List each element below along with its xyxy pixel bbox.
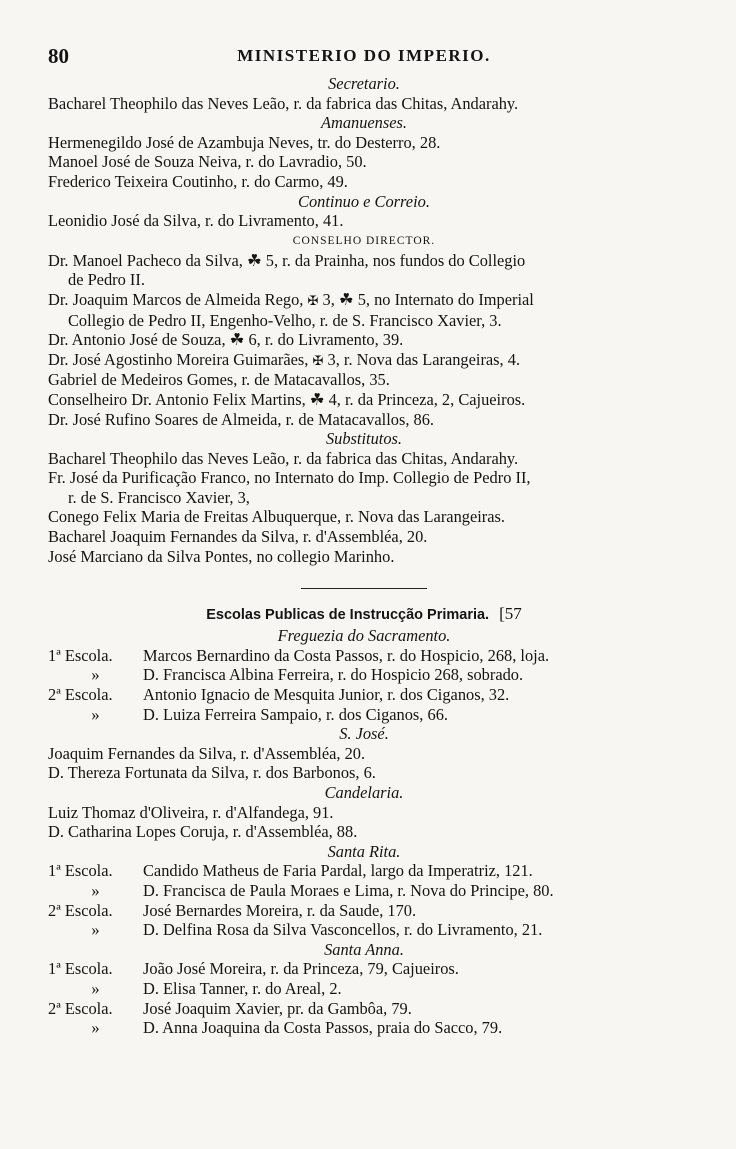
page-header: MINISTERIO DO IMPERIO.	[237, 46, 491, 65]
entry-text: Dr. Joaquim Marcos de Almeida Rego,	[48, 289, 304, 309]
entry-text: Candido Matheus de Faria Pardal, largo da Imperatriz, 121.	[143, 861, 533, 881]
entry-conselho	[48, 390, 680, 410]
entry-substituto: Bacharel Joaquim Fernandes da Silva, r. d'Assembléa, 20.	[48, 527, 428, 547]
entry-conselho	[48, 350, 680, 371]
entry-conselho: Dr. José Rufino Soares de Almeida, r. de Matacavallos, 86.	[48, 409, 435, 429]
entry-text: D. Anna Joaquina da Costa Passos, praia do Sacco, 79.	[143, 1018, 503, 1038]
school-entry	[48, 881, 680, 901]
escola-label: 2ª Escola.	[48, 998, 113, 1018]
entry-text: 3, r. Nova das Larangeiras, 4.	[327, 349, 521, 369]
entry-conselho	[48, 290, 680, 311]
entry-conselho	[48, 330, 680, 350]
order-cross-icon: ✠	[312, 352, 324, 368]
school-entry: Luiz Thomaz d'Oliveira, r. d'Alfandega, 91.	[48, 802, 334, 822]
order-badge-icon: ☘	[246, 250, 262, 270]
ditto-mark: »	[91, 665, 100, 685]
entry-text: Dr. Antonio José de Souza,	[48, 330, 226, 350]
ditto-mark: »	[91, 704, 100, 724]
entry-text: D. Elisa Tanner, r. do Areal, 2.	[143, 978, 342, 998]
entry-substituto: Fr. José da Purificação Franco, no Internato do Imp. Collegio de Pedro II,	[48, 468, 531, 488]
entry-text: João José Moreira, r. da Princeza, 79, Cajueiros.	[143, 959, 459, 979]
entry-continuation: de Pedro II.	[68, 270, 145, 290]
entry-text: D. Francisca Albina Ferreira, r. do Hospicio 268, sobrado.	[143, 665, 524, 685]
escola-label: 1ª Escola.	[48, 861, 113, 881]
school-entry	[48, 901, 680, 921]
escola-label: 1ª Escola.	[48, 959, 113, 979]
order-cross-icon: ✠	[307, 292, 319, 308]
page-number: 80	[48, 44, 69, 68]
entry-text: José Bernardes Moreira, r. da Saude, 170.	[143, 900, 417, 920]
entry-continuo: Leonidio José da Silva, r. do Livramento, 41.	[48, 211, 344, 231]
entry-text: 5, r. da Prainha, nos fundos do Collegio	[265, 250, 526, 270]
school-entry	[48, 920, 680, 940]
entry-text: D. Delfina Rosa da Silva Vasconcellos, r. do Livramento, 21.	[143, 920, 543, 940]
entry-secretario: Bacharel Theophilo das Neves Leão, r. da fabrica das Chitas, Andarahy.	[48, 93, 519, 113]
ditto-mark: »	[91, 920, 100, 940]
entry-text: D. Luiza Ferreira Sampaio, r. dos Ciganos, 66.	[143, 704, 448, 724]
entry-text: José Joaquim Xavier, pr. da Gambôa, 79.	[143, 998, 412, 1018]
entry-text: D. Francisca de Paula Moraes e Lima, r. Nova do Principe, 80.	[143, 880, 554, 900]
escolas-heading	[48, 603, 680, 626]
order-badge-icon: ☘	[309, 389, 325, 409]
school-entry: Joaquim Fernandes da Silva, r. d'Assembléa, 20.	[48, 743, 366, 763]
entry-text: Dr. José Agostinho Moreira Guimarães,	[48, 349, 309, 369]
entry-text: 5, no Internato do Imperial	[357, 289, 534, 309]
ditto-mark: »	[91, 880, 100, 900]
ditto-mark: »	[91, 978, 100, 998]
school-entry	[48, 999, 680, 1019]
escolas-title: Escolas Publicas de Instrucção Primaria.	[206, 607, 490, 624]
school-entry	[48, 959, 680, 979]
section-conselho: CONSELHO DIRECTOR.	[292, 234, 436, 247]
school-entry: D. Thereza Fortunata da Silva, r. dos Barbonos, 6.	[48, 763, 376, 783]
entry-continuation: r. de S. Francisco Xavier, 3,	[68, 487, 250, 507]
section-amanuenses: Amanuenses.	[320, 113, 408, 133]
entry-amanuense: Hermenegildo José de Azambuja Neves, tr. do Desterro, 28.	[48, 132, 441, 152]
freguezia-sao-jose: S. José.	[339, 724, 389, 744]
entry-text: Dr. Manoel Pacheco da Silva,	[48, 250, 243, 270]
entry-text: 4, r. da Princeza, 2, Cajueiros.	[328, 389, 526, 409]
freguezia-sacramento: Freguezia do Sacramento.	[277, 626, 451, 646]
entry-amanuense: Manoel José de Souza Neiva, r. do Lavradio, 50.	[48, 152, 367, 172]
freguezia-santa-anna: Santa Anna.	[324, 939, 404, 959]
entry-continuation: Collegio de Pedro II, Engenho-Velho, r. de S. Francisco Xavier, 3.	[68, 310, 502, 330]
escola-label: 1ª Escola.	[48, 645, 113, 665]
school-entry	[48, 685, 680, 705]
entry-text: 6, r. do Livramento, 39.	[248, 330, 404, 350]
entry-text: Marcos Bernardino da Costa Passos, r. do Hospicio, 268, loja.	[143, 645, 550, 665]
entry-text: Antonio Ignacio de Mesquita Junior, r. dos Ciganos, 32.	[143, 685, 510, 705]
school-entry	[48, 646, 680, 666]
escola-label: 2ª Escola.	[48, 900, 113, 920]
entry-conselho: Gabriel de Medeiros Gomes, r. de Matacavallos, 35.	[48, 370, 390, 390]
entry-amanuense: Frederico Teixeira Coutinho, r. do Carmo, 49.	[48, 171, 348, 191]
school-entry	[48, 861, 680, 881]
school-entry	[48, 979, 680, 999]
entry-text: Conselheiro Dr. Antonio Felix Martins,	[48, 389, 306, 409]
school-entry: D. Catharina Lopes Coruja, r. d'Assembléa, 88.	[48, 822, 358, 842]
school-entry	[48, 705, 680, 725]
school-entry	[48, 665, 680, 685]
section-secretario: Secretario.	[328, 74, 400, 93]
entry-substituto: Conego Felix Maria de Freitas Albuquerque, r. Nova das Larangeiras.	[48, 507, 505, 527]
escola-label: 2ª Escola.	[48, 685, 113, 705]
escolas-number: [57	[499, 604, 522, 624]
entry-substituto: Bacharel Theophilo das Neves Leão, r. da fabrica das Chitas, Andarahy.	[48, 448, 519, 468]
ditto-mark: »	[91, 1018, 100, 1038]
order-badge-icon: ☘	[338, 289, 354, 309]
entry-text: 3,	[322, 289, 335, 309]
entry-conselho	[48, 251, 680, 271]
section-divider	[301, 588, 427, 589]
school-entry	[48, 1018, 680, 1038]
entry-substituto: José Marciano da Silva Pontes, no collegio Marinho.	[48, 546, 395, 566]
freguezia-candelaria: Candelaria.	[324, 783, 404, 802]
section-continuo: Continuo e Correio.	[298, 191, 430, 211]
order-badge-icon: ☘	[229, 330, 245, 350]
section-substitutos: Substitutos.	[325, 429, 403, 449]
running-head	[48, 44, 680, 74]
freguezia-santa-rita: Santa Rita.	[327, 841, 401, 861]
